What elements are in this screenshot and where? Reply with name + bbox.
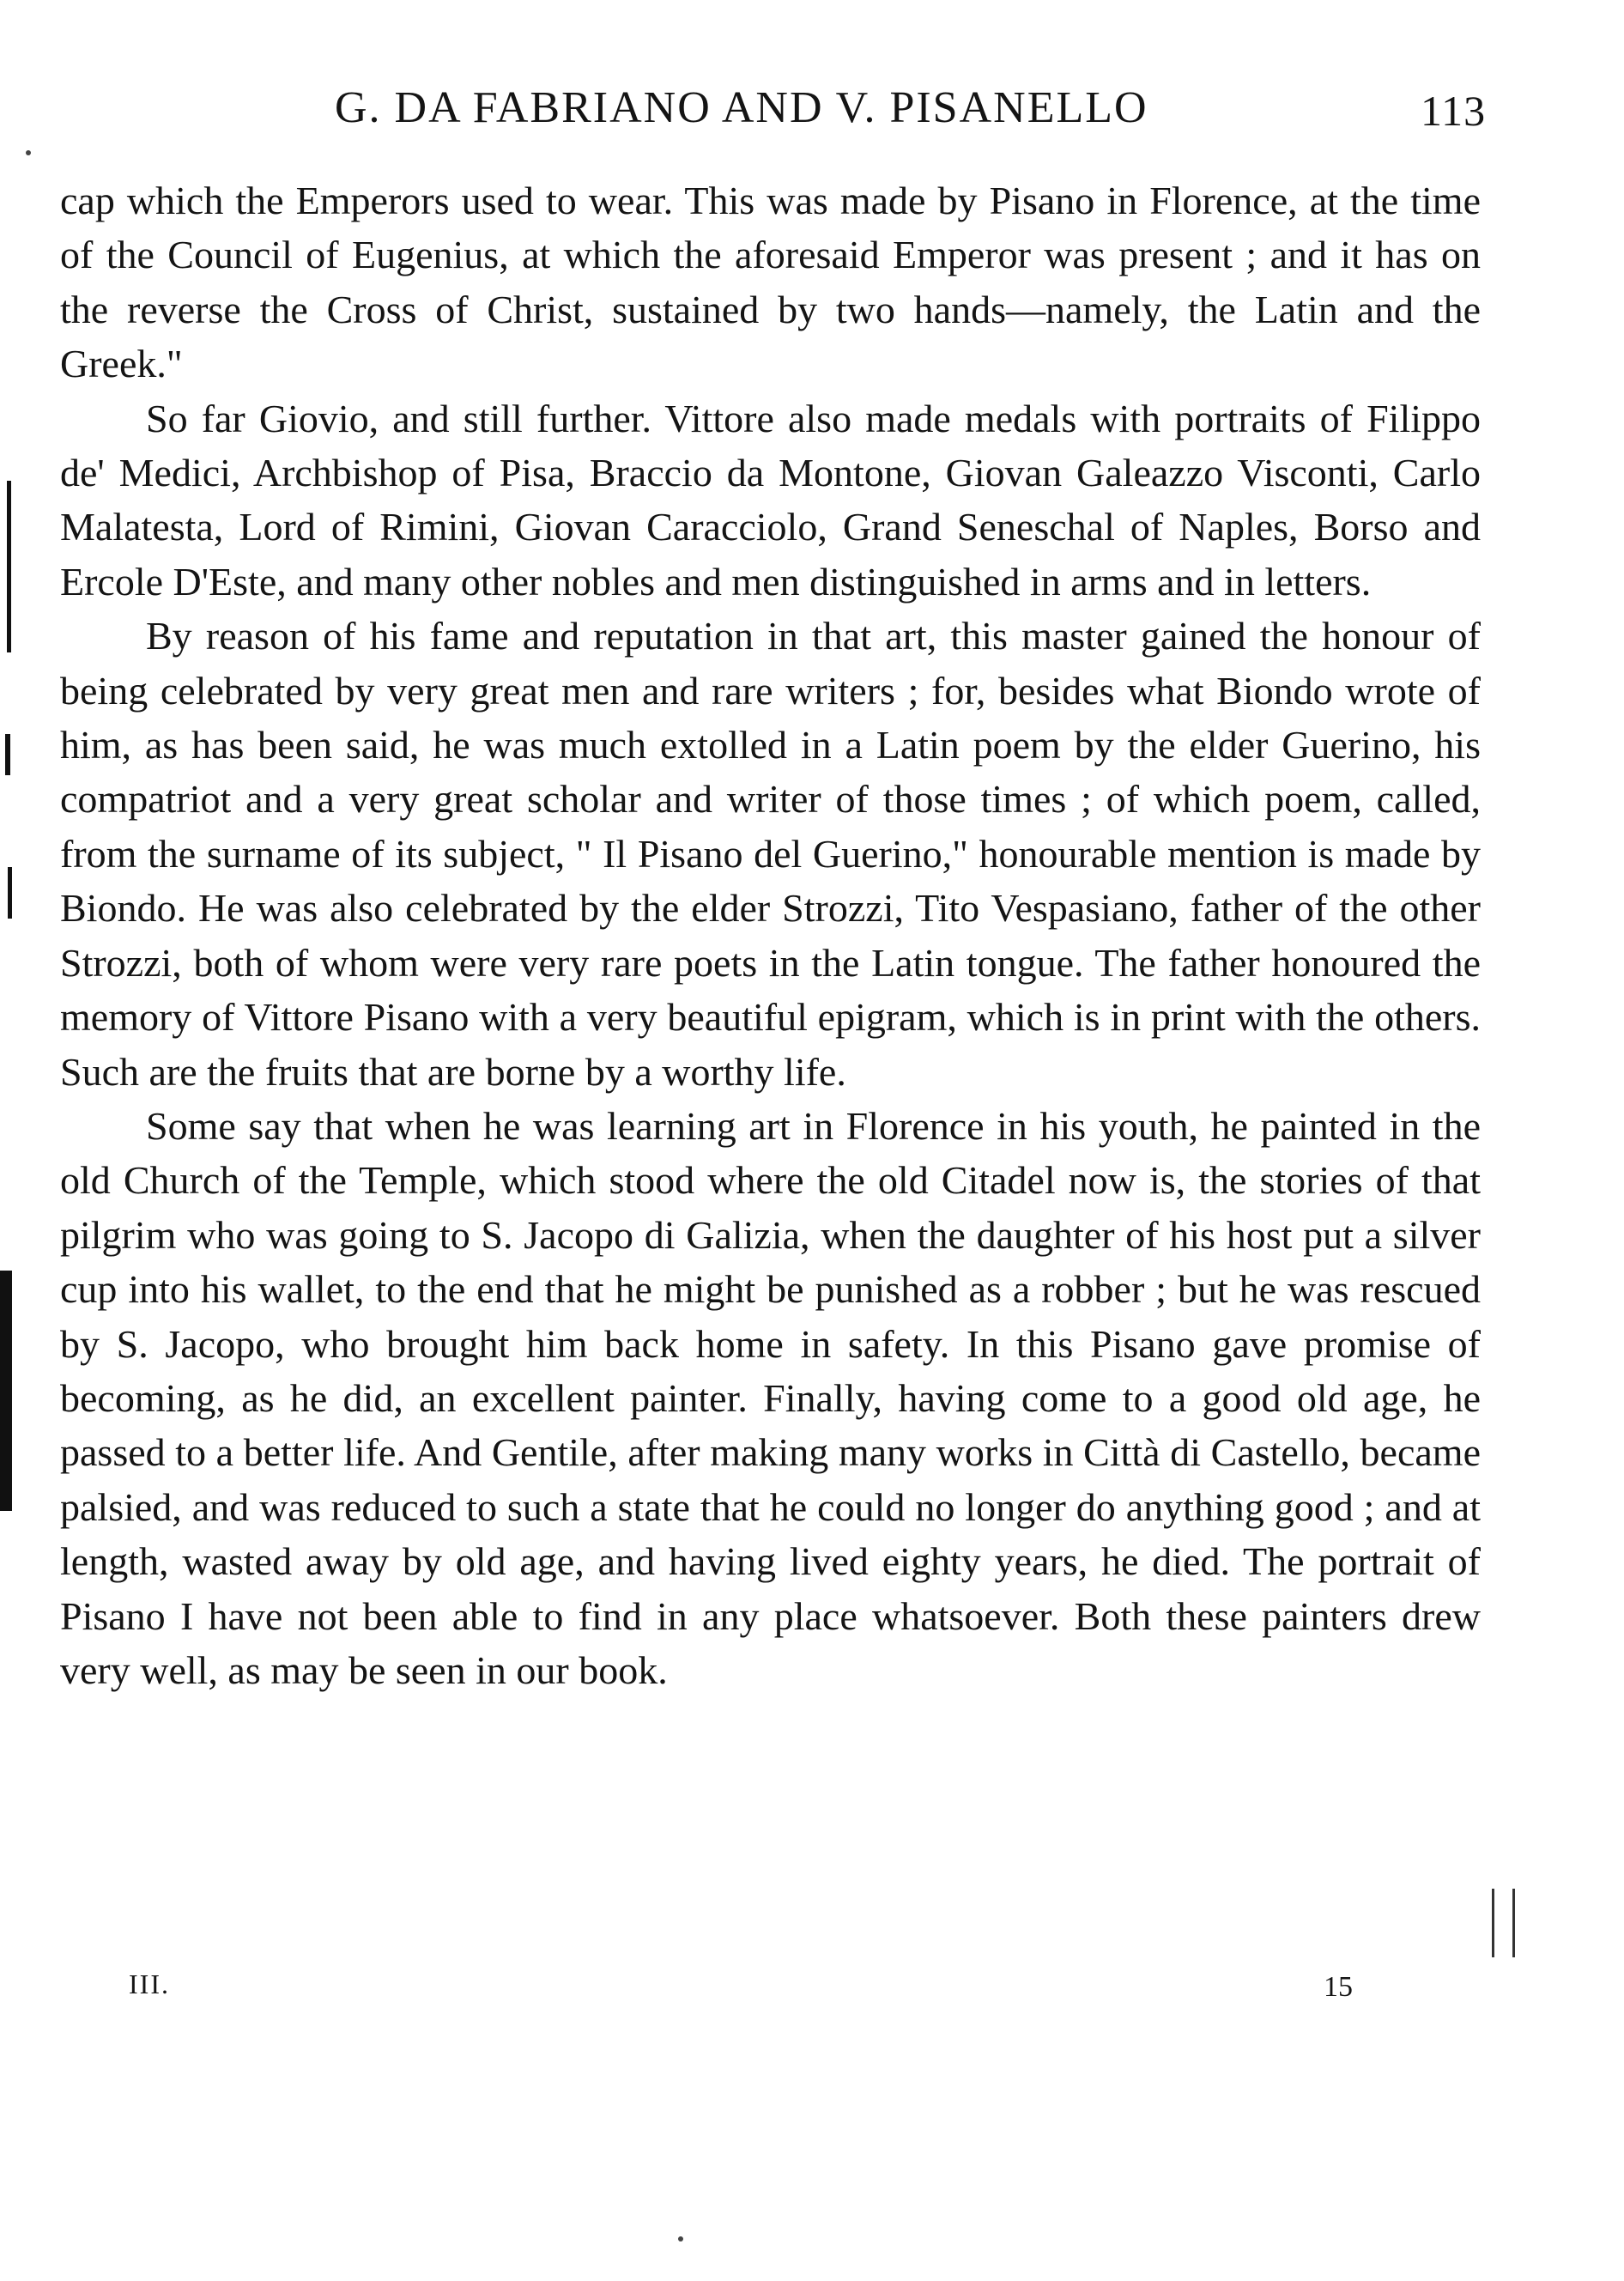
stray-mark bbox=[26, 150, 31, 155]
running-head: G. DA FABRIANO AND V. PISANELLO bbox=[335, 83, 1148, 132]
binding-edge-mark bbox=[8, 867, 12, 919]
binding-edge-mark bbox=[0, 1271, 12, 1511]
signature-roman: III. bbox=[129, 1969, 170, 1999]
binding-edge-mark bbox=[5, 734, 10, 775]
stray-mark bbox=[678, 2236, 683, 2242]
paragraph-3: By reason of his fame and reputation in that art, this master gained the honour of being celebrated by very great men and rare writers ; for, besides what Biondo wrote of him, as has been said, he was much extolled in a Latin poem by the elder Guerino, his compatriot and a very great scholar and writer of those times ; of which poem, called, from the surname of its subject, " Il Pisano del Guerino," honourable mention is made by Biondo. He was also celebrated by the elder Strozzi, Tito Vespasiano, father of the other Strozzi, both of whom were very rare poets in the Latin tongue. The father honoured the memory of Vittore Pisano with a very beautiful epigram, which is in print with the others. Such are the fruits that are borne by a worthy life. bbox=[60, 614, 1481, 1094]
paragraph-2: So far Giovio, and still further. Vittore also made medals with portraits of Filippo de' Medici, Archbishop of Pisa, Braccio da Montone, Giovan Galeazzo Visconti, Carlo Malatesta, Lord of Rimini, Giovan Caracciolo, Grand Seneschal of Naples, Borso and Ercole D'Este, and many other nobles and men distinguished in arms and in letters. bbox=[60, 396, 1481, 604]
right-edge-mark bbox=[1512, 1889, 1515, 1957]
paragraph-1: cap which the Emperors used to wear. This was made by Pisano in Florence, at the time of the Council of Eugenius, at which the aforesaid Emperor was present ; and it has on the reverse the Cross of Christ, sustained by two hands—namely, the Latin and the Greek." bbox=[60, 179, 1481, 386]
right-edge-mark bbox=[1492, 1889, 1494, 1957]
signature-number: 15 bbox=[1324, 1971, 1353, 2003]
body-text bbox=[60, 173, 1481, 1697]
binding-edge-mark bbox=[7, 481, 11, 652]
page-number: 113 bbox=[1421, 87, 1487, 135]
paragraph-4: Some say that when he was learning art in Florence in his youth, he painted in the old Church of the Temple, which stood where the old Citadel now is, the stories of that pilgrim who was going to S. Jacopo di Galizia, when the daughter of his host put a silver cup into his wallet, to the end that he might be punished as a robber ; but he was rescued by S. Jacopo, who brought him back home in safety. In this Pisano gave promise of becoming, as he did, an excellent painter. Finally, having come to a good old age, he passed to a better life. And Gentile, after making many works in Città di Castello, became palsied, and was reduced to such a state that he could no longer do anything good ; and at length, wasted away by old age, and having lived eighty years, he died. The portrait of Pisano I have not been able to find in any place whatsoever. Both these painters drew very well, as may be seen in our book. bbox=[60, 1103, 1481, 1692]
